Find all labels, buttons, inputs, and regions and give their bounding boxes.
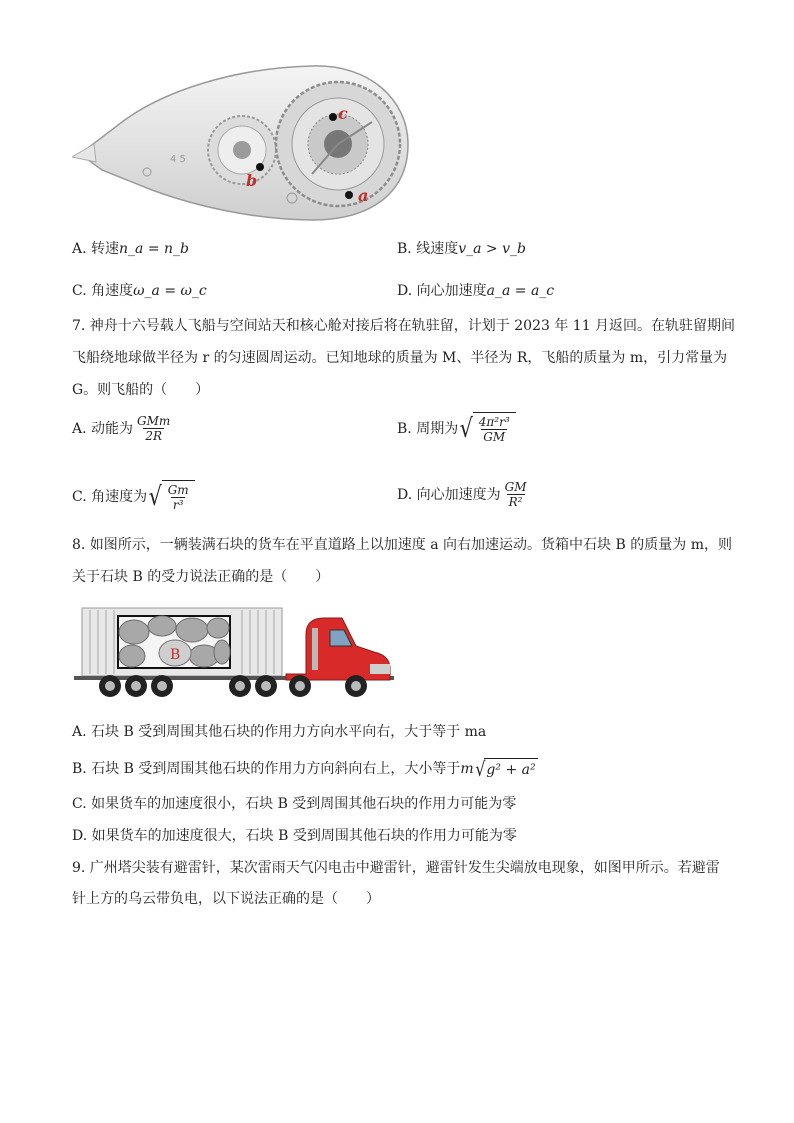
- radicand: g² + a²: [484, 758, 537, 780]
- q6-option-d[interactable]: [397, 281, 554, 301]
- q8-option-d[interactable]: D. 如果货车的加速度很大，石块 B 受到周围其他石块的作用力可能为零: [72, 828, 517, 844]
- q7-option-d[interactable]: [397, 480, 531, 509]
- fraction: [135, 414, 172, 443]
- option-text: 角速度: [91, 283, 134, 299]
- option-text: 向心加速度为: [416, 486, 501, 503]
- numerator: GM: [504, 480, 527, 494]
- fraction: [477, 415, 512, 444]
- label-c: c: [338, 104, 348, 123]
- option-text: 周期为: [416, 421, 459, 437]
- q7-stem-line-3: G。则飞船的（ ）: [72, 382, 210, 398]
- option-key: D.: [397, 486, 413, 503]
- option-key: C.: [72, 283, 87, 299]
- option-formula: ω_a = ω_c: [133, 283, 207, 299]
- option-text: 向心加速度: [416, 283, 487, 299]
- option-text: 转速: [91, 241, 120, 257]
- fraction: [503, 480, 529, 509]
- point-c-dot: [329, 113, 337, 121]
- q8-option-c[interactable]: C. 如果货车的加速度很小，石块 B 受到周围其他石块的作用力可能为零: [72, 796, 517, 812]
- square-root: [147, 480, 195, 514]
- option-key: B.: [397, 421, 412, 437]
- option-key: C.: [72, 489, 87, 505]
- q6-option-a[interactable]: [72, 239, 189, 259]
- option-key: D.: [397, 283, 413, 299]
- option-text: 角速度为: [91, 489, 148, 505]
- option-text: 动能为: [91, 420, 134, 437]
- option-key: B.: [397, 241, 412, 257]
- q8-option-a[interactable]: A. 石块 B 受到周围其他石块的作用力方向水平向右，大于等于 ma: [72, 724, 487, 740]
- point-b-dot: [256, 163, 264, 171]
- q9-stem-line-1: 9. 广州塔尖装有避雷针，某次雷雨天气闪电击中避雷针，避雷针发生尖端放电现象，如图甲所示。若避雷: [72, 860, 720, 876]
- truck-figure: [74, 604, 396, 700]
- scale-marking: 4 5: [170, 154, 186, 165]
- q7-stem-line-1: 7. 神舟十六号载人飞船与空间站天和核心舱对接后将在轨驻留，计划于 2023 年 11 月返回。在轨驻留期间: [72, 318, 736, 334]
- denominator: 2R: [145, 429, 162, 443]
- option-key: A.: [72, 420, 87, 437]
- radical-sign-icon: √: [459, 414, 474, 444]
- correction-tape-figure: [72, 62, 412, 224]
- numerator: 4π²r³: [478, 415, 510, 429]
- mass-symbol: m: [460, 761, 474, 777]
- denominator: R²: [508, 495, 523, 509]
- radical-sign-icon: √: [148, 482, 163, 512]
- q9-stem-line-2: 针上方的乌云带负电，以下说法正确的是（ ）: [72, 891, 380, 907]
- q7-option-b[interactable]: [397, 412, 516, 446]
- label-b: b: [246, 171, 258, 190]
- option-formula: a_a = a_c: [486, 283, 555, 299]
- square-root: [474, 758, 538, 780]
- denominator: r³: [172, 498, 184, 512]
- q6-option-b[interactable]: [397, 239, 526, 259]
- numerator: GMm: [137, 414, 171, 428]
- square-root: [458, 412, 515, 446]
- label-a: a: [358, 186, 369, 205]
- option-text: 线速度: [416, 241, 459, 257]
- option-formula: v_a > v_b: [458, 241, 526, 257]
- option-text: B. 石块 B 受到周围其他石块的作用力方向斜向右上，大小等于: [72, 761, 461, 777]
- radical-sign-icon: √: [474, 757, 486, 781]
- q7-stem-line-2: 飞船绕地球做半径为 r 的匀速圆周运动。已知地球的质量为 M、半径为 R，飞船的质量为 m，引力常量为: [72, 350, 728, 366]
- option-key: A.: [72, 241, 87, 257]
- option-formula: n_a = n_b: [119, 241, 189, 257]
- q8-stem-line-1: 8. 如图所示，一辆装满石块的货车在平直道路上以加速度 a 向右加速运动。货箱中石块 B 的质量为 m，则: [72, 537, 732, 553]
- q7-option-c[interactable]: [72, 480, 195, 514]
- q7-option-a[interactable]: [72, 414, 174, 443]
- q8-option-b[interactable]: [72, 758, 538, 780]
- stone-b-label: B: [170, 647, 181, 663]
- numerator: Gm: [167, 483, 189, 497]
- point-a-dot: [345, 191, 353, 199]
- q6-option-c[interactable]: [72, 281, 207, 301]
- fraction: [166, 483, 191, 512]
- denominator: GM: [483, 430, 506, 444]
- q8-stem-line-2: 关于石块 B 的受力说法正确的是（ ）: [72, 569, 330, 585]
